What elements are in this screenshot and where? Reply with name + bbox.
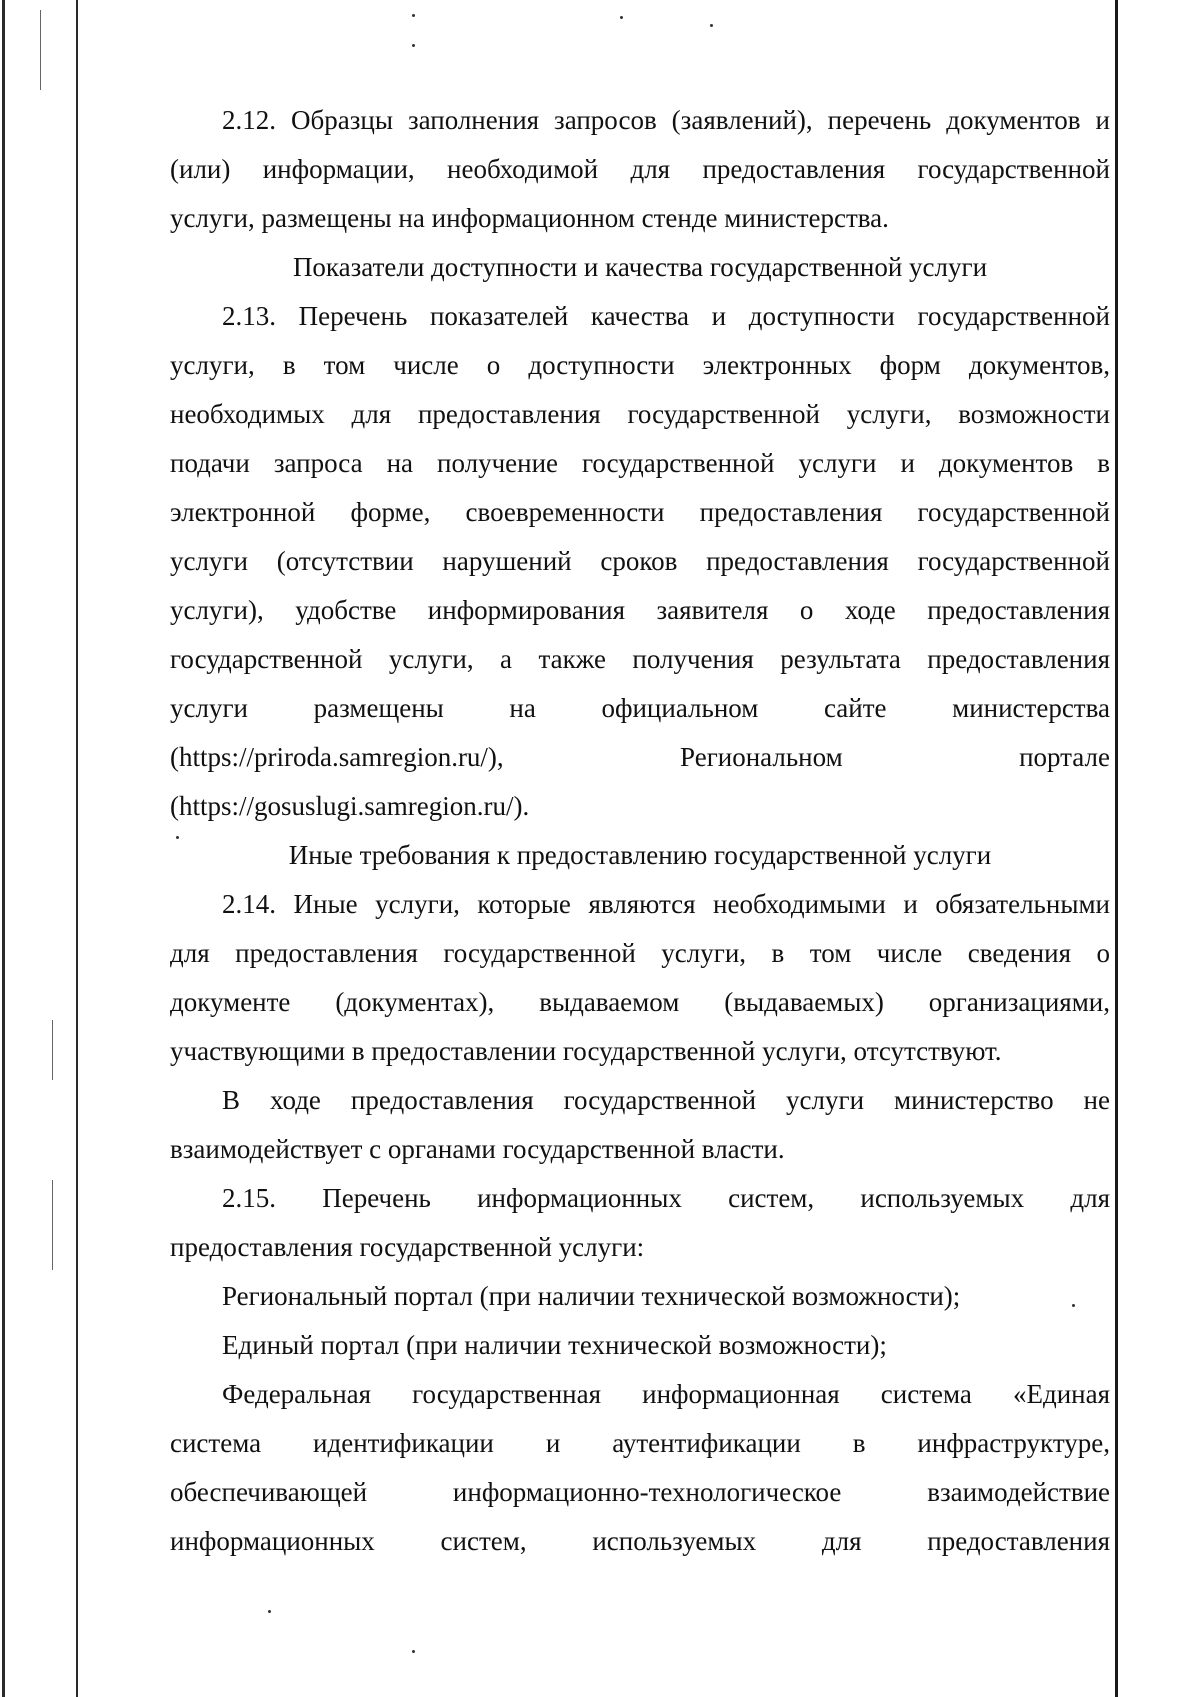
scan-speck (412, 14, 415, 17)
text-line: взаимодействует с органами государственной власти. (170, 1134, 785, 1164)
section-heading: Иные требования к предоставлению государственной услуги (288, 840, 992, 870)
scan-speck (412, 44, 415, 47)
scan-speck (710, 24, 713, 27)
scan-edge-left (2, 0, 5, 1697)
text-line: участвующими в предоставлении государственной услуги, отсутствуют. (170, 1036, 1002, 1066)
scan-speck (412, 1650, 415, 1653)
text-line: услуги, размещены на информационном стенде министерства. (170, 203, 889, 233)
text-line: услуги, в том числе о доступности электронных форм документов, (170, 350, 1110, 380)
document-body (170, 96, 1110, 1566)
text-line: услуги (отсутствии нарушений сроков предоставления государственной (170, 546, 1110, 576)
text-line: услуги), удобстве информирования заявителя о ходе предоставления (170, 595, 1110, 625)
scan-edge-right (1115, 0, 1118, 1697)
text-line: 2.15. Перечень информационных систем, используемых для (222, 1183, 1110, 1213)
text-line: информационных систем, используемых для предоставления (170, 1526, 1110, 1556)
text-line: (или) информации, необходимой для предоставления государственной (170, 154, 1110, 184)
scan-mark (40, 10, 41, 90)
text-line: 2.12. Образцы заполнения запросов (заявлений), перечень документов и (222, 105, 1110, 135)
text-line: обеспечивающей информационно-технологическое взаимодействие (170, 1477, 1110, 1507)
text-line: Федеральная государственная информационная система «Единая (222, 1379, 1110, 1409)
text-line: система идентификации и аутентификации в инфраструктуре, (170, 1428, 1110, 1458)
section-heading: Показатели доступности и качества государственной услуги (292, 252, 988, 282)
text-line: Единый портал (при наличии технической возможности); (222, 1330, 887, 1360)
text-line: 2.13. Перечень показателей качества и доступности государственной (222, 301, 1110, 331)
text-line: (https://gosuslugi.samregion.ru/). (170, 791, 530, 821)
text-line: В ходе предоставления государственной услуги министерство не (222, 1085, 1110, 1115)
text-line: (https://priroda.samregion.ru/), Региональном портале (170, 742, 1110, 772)
scan-edge-left-inner (76, 0, 78, 1697)
text-line: для предоставления государственной услуги, в том числе сведения о (170, 938, 1110, 968)
text-line: подачи запроса на получение государственной услуги и документов в (170, 448, 1110, 478)
text-line: необходимых для предоставления государственной услуги, возможности (170, 399, 1110, 429)
text-line: электронной форме, своевременности предоставления государственной (170, 497, 1110, 527)
scan-speck (620, 16, 623, 19)
text-line: Региональный портал (при наличии технической возможности); (222, 1281, 961, 1311)
scan-mark (52, 1020, 53, 1080)
text-line: документе (документах), выдаваемом (выдаваемых) организациями, (170, 987, 1110, 1017)
scan-speck (268, 1610, 271, 1613)
text-line: предоставления государственной услуги: (170, 1232, 645, 1262)
text-line: государственной услуги, а также получения результата предоставления (170, 644, 1110, 674)
scan-mark (52, 1180, 53, 1270)
text-line: услуги размещены на официальном сайте министерства (170, 693, 1110, 723)
text-line: 2.14. Иные услуги, которые являются необходимыми и обязательными (222, 889, 1110, 919)
